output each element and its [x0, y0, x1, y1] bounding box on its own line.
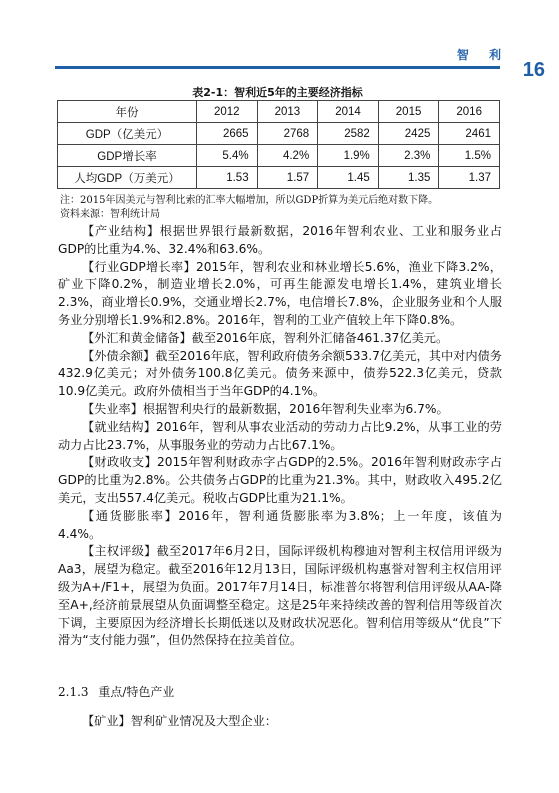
table-cell: 2665 [197, 123, 258, 145]
paragraph-industry-structure: 【产业结构】根据世界银行最新数据，2016年智利农业、工业和服务业占GDP的比重为4.%、32.4%和63.6%。 [58, 224, 502, 256]
table-cell: 1.5% [439, 145, 500, 167]
table-cell: 2461 [439, 123, 500, 145]
table-cell: 1.37 [439, 167, 500, 189]
table-row [58, 123, 500, 145]
column-header: 2014 [318, 101, 379, 123]
row-label: GDP（亿美元） [58, 123, 197, 145]
paragraph-fiscal: 【财政收支】2015年智利财政赤字占GDP的2.5%。2016年智利财政赤字占GDP的比重为2.8%。公共债务占GDP的比重为21.3%。其中，财政收入495.2亿美元，支出557.4亿美元。税收占GDP比重为21.1%。 [58, 455, 502, 505]
column-header: 2016 [439, 101, 500, 123]
paragraph-inflation: 【通货膨胀率】2016年，智利通货膨胀率为3.8%；上一年度，该值为4.4%。 [58, 508, 502, 541]
table-header-row [58, 101, 500, 123]
table-cell: 1.45 [318, 167, 379, 189]
table-cell: 1.35 [378, 167, 439, 189]
table-cell: 4.2% [257, 145, 318, 167]
table-cell: 1.53 [197, 167, 258, 189]
column-header: 2012 [197, 101, 258, 123]
table-cell: 5.4% [197, 145, 258, 167]
table-title: 表2-1：智利近5年的主要经济指标 [192, 86, 363, 99]
page-number: 16 [522, 59, 545, 81]
table-cell: 2582 [318, 123, 379, 145]
header-country: 智 利 [456, 48, 509, 62]
paragraph-employment-structure: 【就业结构】2016年，智利从事农业活动的劳动力占比9.2%，从事工业的劳动力占比23.7%，从事服务业的劳动力占比67.1%。 [58, 419, 502, 452]
table-row [58, 167, 500, 189]
paragraph-reserves: 【外汇和黄金储备】截至2016年底，智利外汇储备461.37亿美元。 [82, 330, 449, 345]
paragraph-sovereign-rating: 【主权评级】截至2017年6月2日，国际评级机构穆迪对智利主权信用评级为Aa3，展望为稳定。截至2016年12月13日，国际评级机构惠誉对智利主权信用评级为A+/F1+，展望为负面。2017年7月14日，标准普尔将智利信用评级从AA-降至A+,经济前景展望从负面调整至稳定。这是25年来持续改善的智利信用等级首次下调，主要原因为经济增长长期低迷以及财政状况恶化。智利信用等级从“优良”下滑为“支付能力强”，但仍然保持在拉美首位。 [58, 544, 502, 648]
section-heading [58, 683, 174, 700]
economic-indicators-table [57, 100, 500, 189]
table-cell: 2425 [378, 123, 439, 145]
table-note: 注：2015年因美元与智利比索的汇率大幅增加，所以GDP折算为美元后绝对数下降。 [60, 195, 439, 206]
column-header: 2015 [378, 101, 439, 123]
column-header: 2013 [257, 101, 318, 123]
header-rule [55, 66, 500, 69]
table-row [58, 145, 500, 167]
paragraph-sector-growth: 【行业GDP增长率】2015年，智利农业和林业增长5.6%，渔业下降3.2%，矿业下降0.2%，制造业增长2.0%，可再生能源发电增长1.4%，建筑业增长2.3%，商业增长0.9%，交通业增长2.7%，电信增长7.8%，企业服务业和个人服务业分别增长1.9%和2.8%。2016年，智利的工业产值较上年下降0.8%。 [58, 259, 502, 327]
table-cell: 1.57 [257, 167, 318, 189]
section-title: 重点/特色产业 [98, 685, 175, 699]
table-source: 资料来源：智利统计局 [60, 209, 160, 220]
section-number: 2.1.3 [58, 685, 89, 699]
column-header: 年份 [58, 101, 197, 123]
row-label: GDP增长率 [58, 145, 197, 167]
row-label: 人均GDP（万美元） [58, 167, 197, 189]
table-cell: 1.9% [318, 145, 379, 167]
body-text [58, 223, 502, 650]
table-cell: 2.3% [378, 145, 439, 167]
paragraph-unemployment: 【失业率】根据智利央行的最新数据，2016年智利失业率为6.7%。 [82, 401, 449, 416]
table-cell: 2768 [257, 123, 318, 145]
subsection-mining: 【矿业】智利矿业情况及大型企业： [82, 714, 277, 728]
paragraph-external-debt: 【外债余额】截至2016年底，智利政府债务余额533.7亿美元，其中对内债务432.9亿美元；对外债务100.8亿美元。债务来源中，债券522.3亿美元，贷款10.9亿美元。政府外债相当于当年GDP的4.1%。 [58, 348, 502, 399]
